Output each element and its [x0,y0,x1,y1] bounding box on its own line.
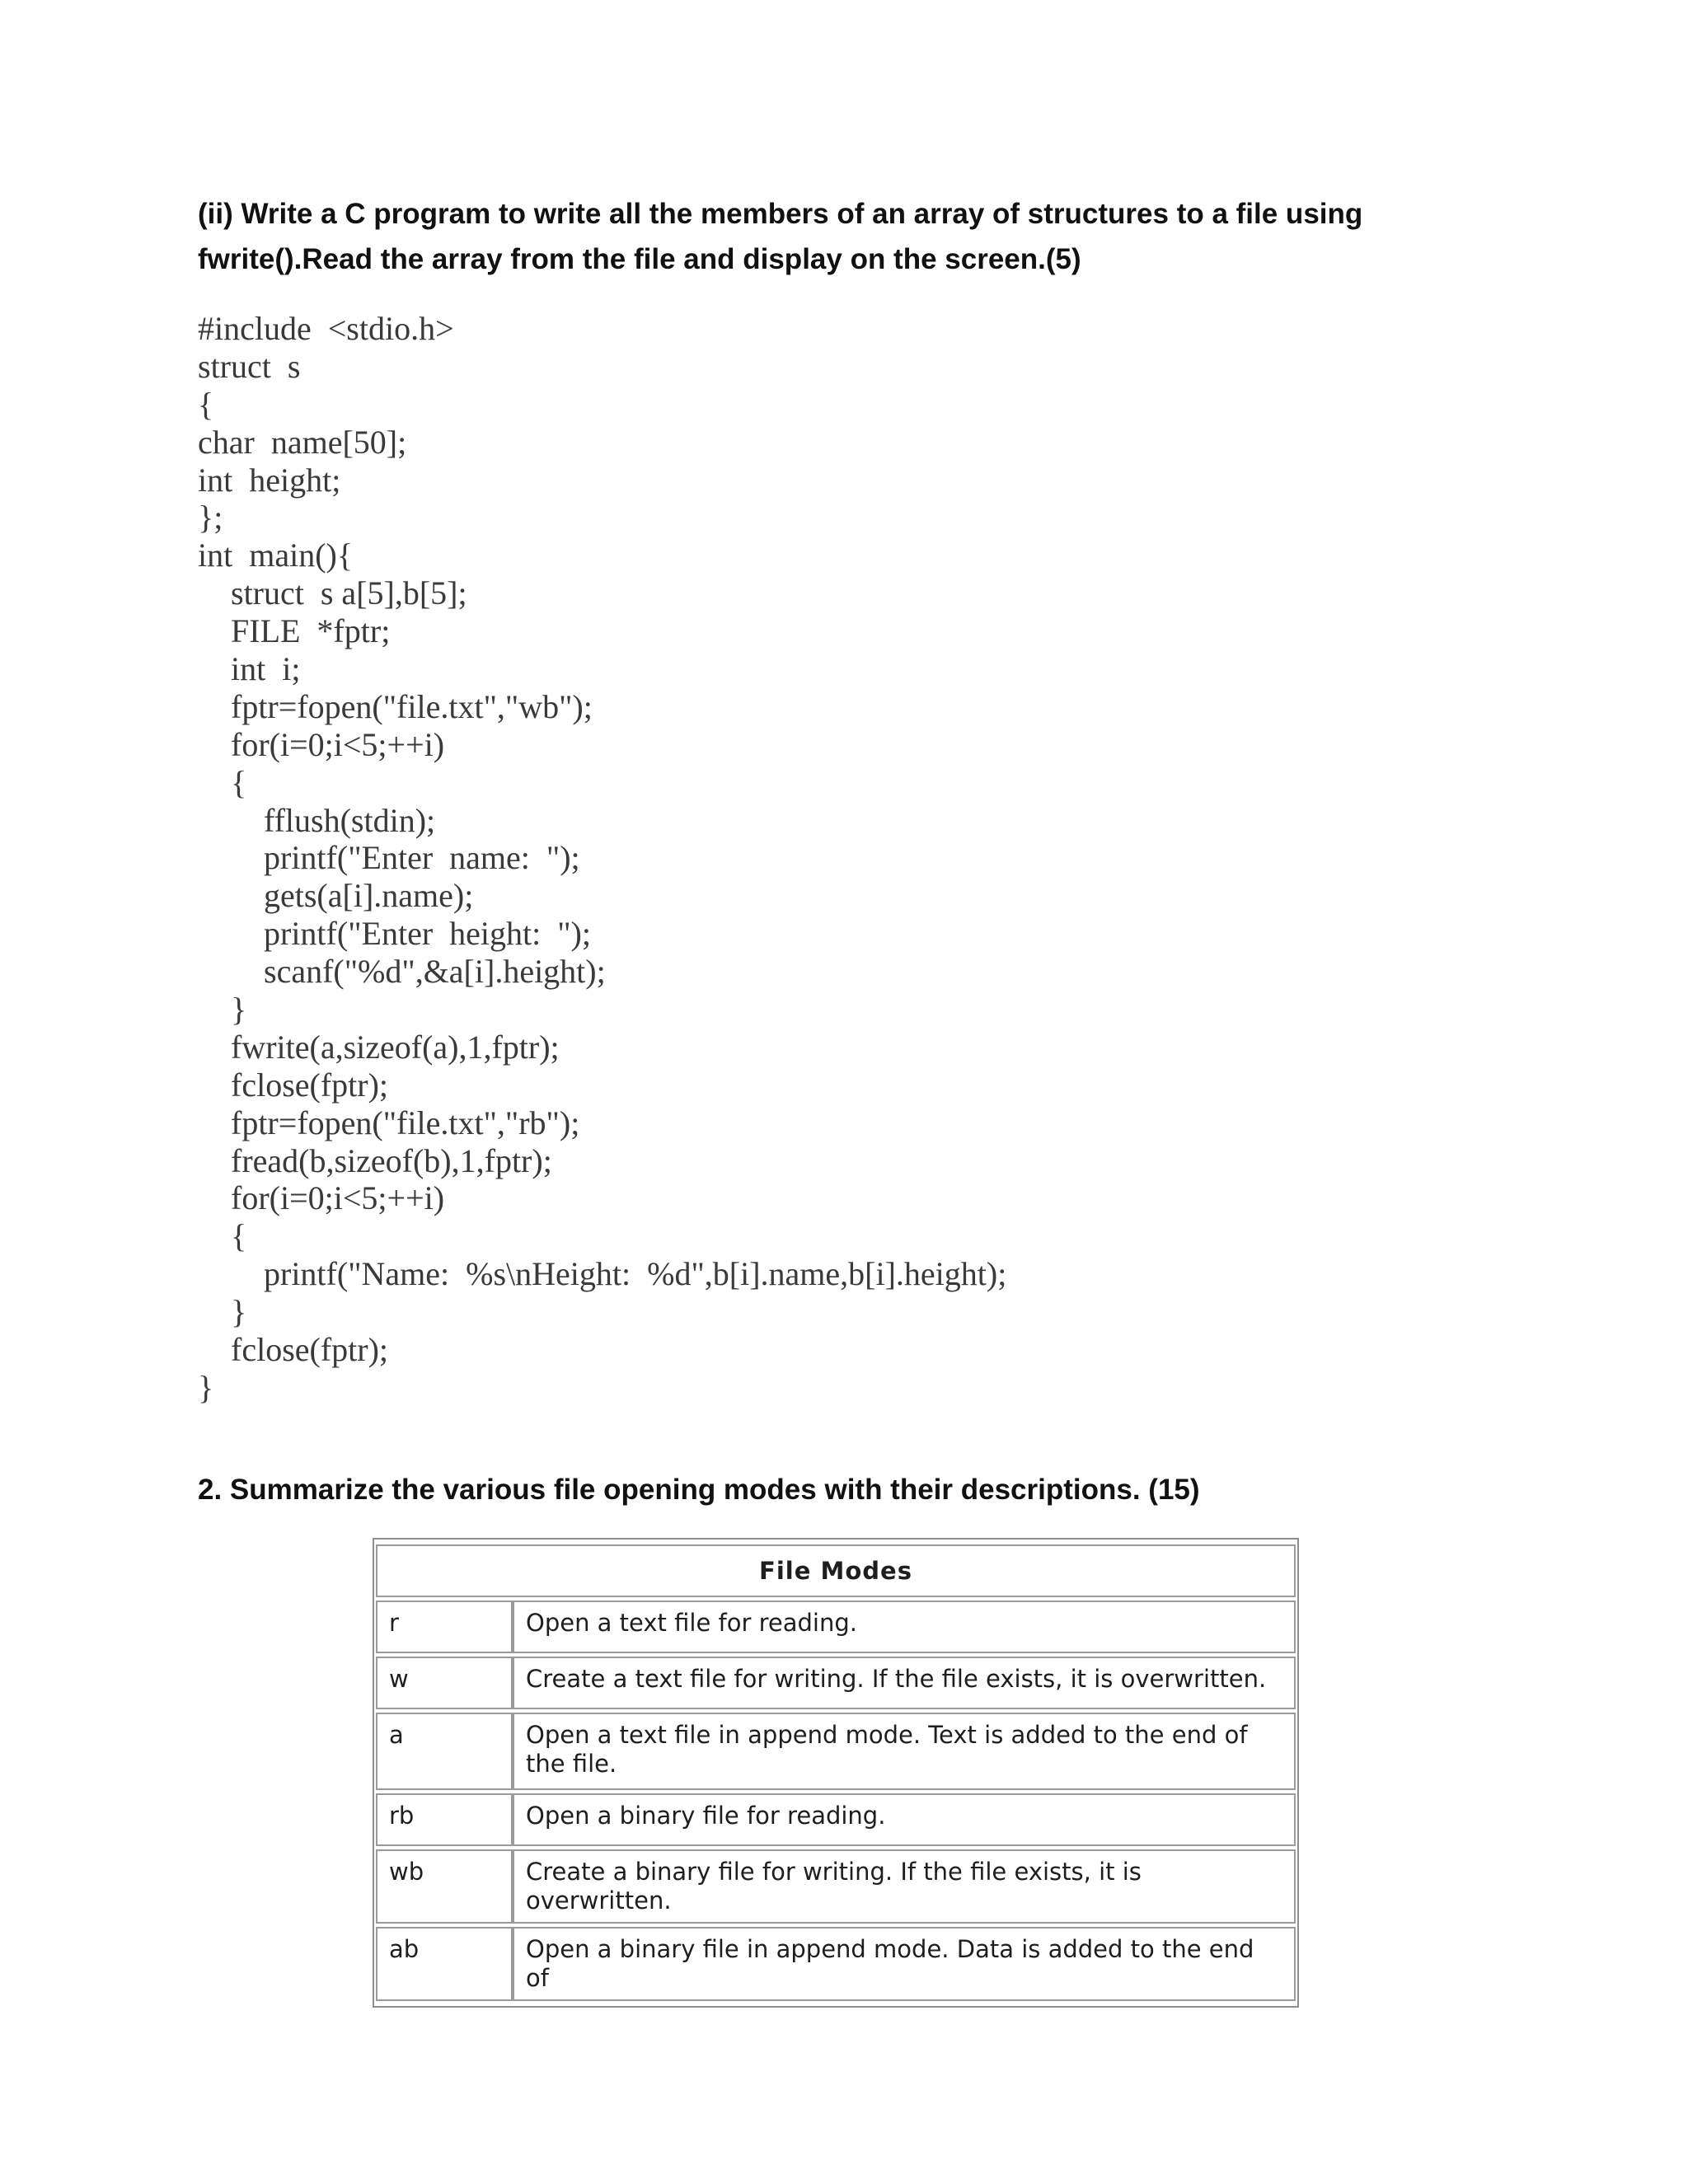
question-1-heading: (ii) Write a C program to write all the members of an array of structures to a file using fwrite().Read the array from the file and display on the screen.(5) [198,198,1363,275]
mode-cell: a [376,1713,513,1790]
code-line: gets(a[i].name); [264,877,474,915]
description-cell: Open a text file in append mode. Text is added to the end of the file. [513,1713,1296,1790]
code-line: for(i=0;i<5;++i) [231,725,445,763]
code-line: struct s a[5],b[5]; [231,574,467,612]
mode-cell: rb [376,1793,513,1846]
code-line: struct s [198,347,301,385]
code-line: fptr=fopen("file.txt","rb"); [231,1104,580,1141]
code-line: char name[50]; [198,423,407,461]
mode-cell: w [376,1657,513,1709]
file-modes-grid [376,1541,1296,2004]
table-row [376,1601,1296,1653]
code-line: fclose(fptr); [231,1066,389,1104]
code-line: int height; [198,461,341,499]
code-line: FILE *fptr; [231,612,391,650]
table-row [376,1849,1296,1924]
code-line: printf("Enter height: "); [264,915,591,953]
code-line: fclose(fptr); [231,1331,389,1369]
code-line: fread(b,sizeof(b),1,fptr); [231,1141,552,1179]
mode-cell: ab [376,1927,513,2001]
code-line: scanf("%d",&a[i].height); [264,953,606,991]
mode-cell: r [376,1601,513,1653]
description-cell: Open a binary file in append mode. Data is added to the end of [513,1927,1296,2001]
code-line: } [231,991,247,1029]
table-row [376,1713,1296,1790]
code-line: int i; [231,650,301,688]
code-line: #include <stdio.h> [198,310,454,347]
table-row [376,1793,1296,1846]
code-line: printf("Enter name: "); [264,839,580,877]
code-line: { [231,763,247,801]
code-line: fwrite(a,sizeof(a),1,fptr); [231,1028,560,1066]
description-cell: Open a binary file for reading. [513,1793,1296,1846]
table-row [376,1657,1296,1709]
file-modes-table [373,1538,1299,2008]
table-row [376,1927,1296,2001]
code-line: int main(){ [198,537,354,574]
code-line: } [198,1368,214,1406]
code-line: printf("Name: %s\nHeight: %d",b[i].name,b[i].height); [264,1255,1007,1293]
code-block [198,310,1006,1407]
mode-cell: wb [376,1849,513,1924]
table-title: File Modes [376,1544,1296,1597]
code-line: for(i=0;i<5;++i) [231,1179,445,1217]
description-cell: Create a text file for writing. If the file exists, it is overwritten. [513,1657,1296,1709]
code-line: }; [198,499,223,537]
code-line: fptr=fopen("file.txt","wb"); [231,687,593,725]
description-cell: Open a text file for reading. [513,1601,1296,1653]
code-line: fflush(stdin); [264,801,436,839]
description-cell: Create a binary file for writing. If the file exists, it is overwritten. [513,1849,1296,1924]
question-2-heading: 2. Summarize the various file opening modes with their descriptions. (15) [198,1474,1200,1506]
code-line: } [231,1293,247,1331]
code-line: { [231,1217,247,1255]
code-line: { [198,385,214,423]
